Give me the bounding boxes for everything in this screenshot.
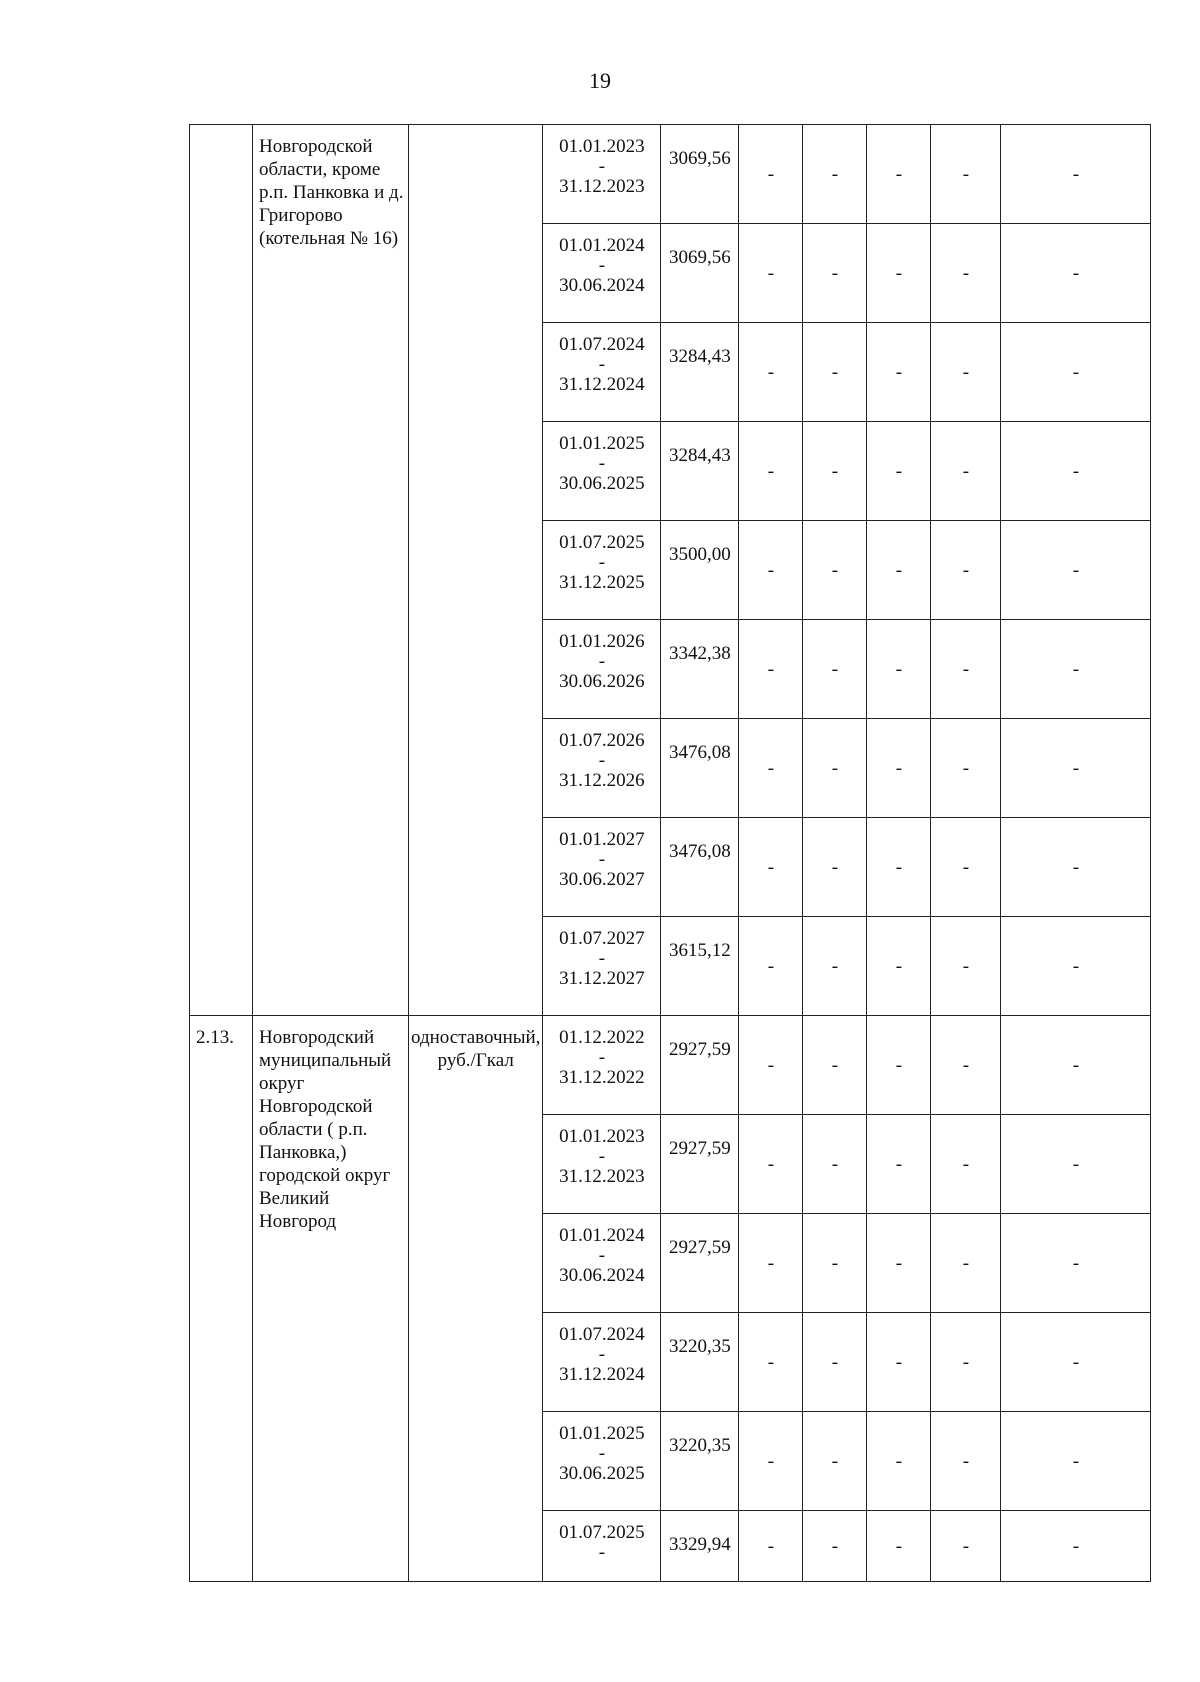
empty-value-cell: - bbox=[1001, 719, 1151, 818]
empty-value-cell: - bbox=[739, 620, 803, 719]
tariff-value-cell: 3500,00 bbox=[661, 521, 739, 620]
tariff-value-cell: 3220,35 bbox=[661, 1313, 739, 1412]
tariff-value-cell: 3476,08 bbox=[661, 818, 739, 917]
tariff-type-cell bbox=[409, 125, 543, 1016]
tariff-value-cell: 3284,43 bbox=[661, 422, 739, 521]
empty-value-cell: - bbox=[931, 620, 1001, 719]
period-end: 30.06.2027 bbox=[559, 869, 645, 890]
empty-value-cell: - bbox=[739, 224, 803, 323]
empty-value-cell: - bbox=[1001, 1313, 1151, 1412]
period-start: 01.07.2025 bbox=[559, 1522, 645, 1543]
period-cell bbox=[543, 224, 661, 323]
empty-value-cell: - bbox=[739, 1313, 803, 1412]
page-number: 19 bbox=[589, 68, 611, 93]
period-start: 01.01.2025 bbox=[559, 1423, 645, 1444]
period-end: 31.12.2023 bbox=[559, 176, 645, 197]
period-end: 31.12.2025 bbox=[559, 572, 645, 593]
period-separator: - bbox=[598, 1245, 606, 1266]
period-separator: - bbox=[598, 651, 606, 672]
period-cell bbox=[543, 719, 661, 818]
empty-value-cell: - bbox=[739, 818, 803, 917]
empty-value-cell: - bbox=[1001, 125, 1151, 224]
empty-value-cell: - bbox=[739, 1016, 803, 1115]
period-cell bbox=[543, 917, 661, 1016]
period-start: 01.07.2026 bbox=[559, 730, 645, 751]
period-cell bbox=[543, 1313, 661, 1412]
tariff-value-cell: 3342,38 bbox=[661, 620, 739, 719]
empty-value-cell: - bbox=[739, 719, 803, 818]
empty-value-cell: - bbox=[867, 1313, 931, 1412]
empty-value-cell: - bbox=[931, 125, 1001, 224]
item-number-cell bbox=[190, 125, 253, 1016]
period-separator: - bbox=[598, 354, 606, 375]
period-start: 01.07.2027 bbox=[559, 928, 645, 949]
empty-value-cell: - bbox=[803, 719, 867, 818]
empty-value-cell: - bbox=[803, 1412, 867, 1511]
table-row bbox=[190, 1016, 1151, 1115]
empty-value-cell: - bbox=[739, 521, 803, 620]
period-cell bbox=[543, 521, 661, 620]
empty-value-cell: - bbox=[931, 1016, 1001, 1115]
empty-value-cell: - bbox=[803, 125, 867, 224]
empty-value-cell: - bbox=[739, 1511, 803, 1582]
empty-value-cell: - bbox=[739, 323, 803, 422]
empty-value-cell: - bbox=[931, 719, 1001, 818]
period-end: 30.06.2024 bbox=[559, 1265, 645, 1286]
period-separator: - bbox=[598, 948, 606, 969]
tariff-type-cell: одноставочный, руб./Гкал bbox=[409, 1016, 543, 1582]
empty-value-cell: - bbox=[867, 719, 931, 818]
empty-value-cell: - bbox=[1001, 323, 1151, 422]
empty-value-cell: - bbox=[1001, 422, 1151, 521]
period-cell bbox=[543, 125, 661, 224]
period-separator: - bbox=[598, 255, 606, 276]
empty-value-cell: - bbox=[1001, 1214, 1151, 1313]
empty-value-cell: - bbox=[1001, 521, 1151, 620]
empty-value-cell: - bbox=[803, 1016, 867, 1115]
empty-value-cell: - bbox=[1001, 818, 1151, 917]
empty-value-cell: - bbox=[931, 1511, 1001, 1582]
item-number-cell: 2.13. bbox=[190, 1016, 253, 1582]
period-start: 01.01.2023 bbox=[559, 136, 645, 157]
empty-value-cell: - bbox=[1001, 1511, 1151, 1582]
tariff-value-cell: 3284,43 bbox=[661, 323, 739, 422]
empty-value-cell: - bbox=[803, 1214, 867, 1313]
period-end: 31.12.2026 bbox=[559, 770, 645, 791]
empty-value-cell: - bbox=[803, 521, 867, 620]
empty-value-cell: - bbox=[739, 125, 803, 224]
period-end: 31.12.2024 bbox=[559, 374, 645, 395]
period-cell bbox=[543, 1016, 661, 1115]
period-separator: - bbox=[598, 1542, 606, 1563]
period-start: 01.01.2027 bbox=[559, 829, 645, 850]
empty-value-cell: - bbox=[867, 917, 931, 1016]
period-separator: - bbox=[598, 552, 606, 573]
empty-value-cell: - bbox=[803, 224, 867, 323]
empty-value-cell: - bbox=[803, 323, 867, 422]
tariff-value-cell: 2927,59 bbox=[661, 1115, 739, 1214]
period-end: 31.12.2023 bbox=[559, 1166, 645, 1187]
empty-value-cell: - bbox=[867, 1214, 931, 1313]
tariff-value-cell: 3329,94 bbox=[661, 1511, 739, 1582]
tariff-table bbox=[189, 124, 1151, 1582]
empty-value-cell: - bbox=[739, 422, 803, 521]
period-separator: - bbox=[598, 1344, 606, 1365]
period-cell bbox=[543, 422, 661, 521]
empty-value-cell: - bbox=[931, 1115, 1001, 1214]
empty-value-cell: - bbox=[1001, 224, 1151, 323]
period-separator: - bbox=[598, 1146, 606, 1167]
period-separator: - bbox=[598, 750, 606, 771]
period-end: 31.12.2027 bbox=[559, 968, 645, 989]
tariff-value-cell: 2927,59 bbox=[661, 1214, 739, 1313]
period-cell bbox=[543, 620, 661, 719]
period-start: 01.07.2024 bbox=[559, 334, 645, 355]
empty-value-cell: - bbox=[867, 1016, 931, 1115]
empty-value-cell: - bbox=[803, 422, 867, 521]
empty-value-cell: - bbox=[739, 917, 803, 1016]
period-separator: - bbox=[598, 453, 606, 474]
tariff-value-cell: 2927,59 bbox=[661, 1016, 739, 1115]
empty-value-cell: - bbox=[931, 323, 1001, 422]
period-end: 30.06.2024 bbox=[559, 275, 645, 296]
empty-value-cell: - bbox=[867, 125, 931, 224]
period-cell bbox=[543, 1214, 661, 1313]
empty-value-cell: - bbox=[931, 521, 1001, 620]
empty-value-cell: - bbox=[931, 818, 1001, 917]
period-end: 30.06.2025 bbox=[559, 1463, 645, 1484]
empty-value-cell: - bbox=[931, 1412, 1001, 1511]
empty-value-cell: - bbox=[867, 818, 931, 917]
empty-value-cell: - bbox=[867, 1115, 931, 1214]
empty-value-cell: - bbox=[867, 1412, 931, 1511]
period-start: 01.07.2024 bbox=[559, 1324, 645, 1345]
empty-value-cell: - bbox=[1001, 1016, 1151, 1115]
empty-value-cell: - bbox=[803, 818, 867, 917]
empty-value-cell: - bbox=[803, 620, 867, 719]
tariff-value-cell: 3615,12 bbox=[661, 917, 739, 1016]
empty-value-cell: - bbox=[1001, 917, 1151, 1016]
empty-value-cell: - bbox=[1001, 620, 1151, 719]
period-separator: - bbox=[598, 1047, 606, 1068]
period-separator: - bbox=[598, 156, 606, 177]
empty-value-cell: - bbox=[1001, 1115, 1151, 1214]
period-end: 30.06.2026 bbox=[559, 671, 645, 692]
period-cell bbox=[543, 1511, 661, 1582]
period-end: 31.12.2022 bbox=[559, 1067, 645, 1088]
period-end: 31.12.2024 bbox=[559, 1364, 645, 1385]
period-cell bbox=[543, 1412, 661, 1511]
tariff-value-cell: 3476,08 bbox=[661, 719, 739, 818]
empty-value-cell: - bbox=[803, 1511, 867, 1582]
empty-value-cell: - bbox=[931, 1214, 1001, 1313]
empty-value-cell: - bbox=[867, 422, 931, 521]
empty-value-cell: - bbox=[931, 917, 1001, 1016]
tariff-value-cell: 3069,56 bbox=[661, 224, 739, 323]
period-cell bbox=[543, 1115, 661, 1214]
period-cell bbox=[543, 818, 661, 917]
period-separator: - bbox=[598, 849, 606, 870]
period-start: 01.01.2024 bbox=[559, 235, 645, 256]
period-end: 30.06.2025 bbox=[559, 473, 645, 494]
empty-value-cell: - bbox=[931, 1313, 1001, 1412]
period-cell bbox=[543, 323, 661, 422]
period-start: 01.01.2025 bbox=[559, 433, 645, 454]
empty-value-cell: - bbox=[867, 323, 931, 422]
table-row bbox=[190, 125, 1151, 224]
empty-value-cell: - bbox=[803, 1313, 867, 1412]
period-start: 01.01.2026 bbox=[559, 631, 645, 652]
empty-value-cell: - bbox=[1001, 1412, 1151, 1511]
empty-value-cell: - bbox=[931, 422, 1001, 521]
empty-value-cell: - bbox=[803, 917, 867, 1016]
period-start: 01.12.2022 bbox=[559, 1027, 645, 1048]
empty-value-cell: - bbox=[931, 224, 1001, 323]
organization-name-cell: Новгородской области, кроме р.п. Панковка и д. Григорово (котельная № 16) bbox=[253, 125, 409, 1016]
tariff-value-cell: 3069,56 bbox=[661, 125, 739, 224]
period-start: 01.01.2023 bbox=[559, 1126, 645, 1147]
empty-value-cell: - bbox=[803, 1115, 867, 1214]
empty-value-cell: - bbox=[739, 1115, 803, 1214]
period-separator: - bbox=[598, 1443, 606, 1464]
empty-value-cell: - bbox=[739, 1412, 803, 1511]
empty-value-cell: - bbox=[739, 1214, 803, 1313]
organization-name-cell: Новгородский муниципальный округ Новгородской области ( р.п. Панковка,) городской округ Великий Новгород bbox=[253, 1016, 409, 1582]
empty-value-cell: - bbox=[867, 1511, 931, 1582]
period-start: 01.01.2024 bbox=[559, 1225, 645, 1246]
empty-value-cell: - bbox=[867, 224, 931, 323]
empty-value-cell: - bbox=[867, 521, 931, 620]
period-start: 01.07.2025 bbox=[559, 532, 645, 553]
tariff-value-cell: 3220,35 bbox=[661, 1412, 739, 1511]
empty-value-cell: - bbox=[867, 620, 931, 719]
